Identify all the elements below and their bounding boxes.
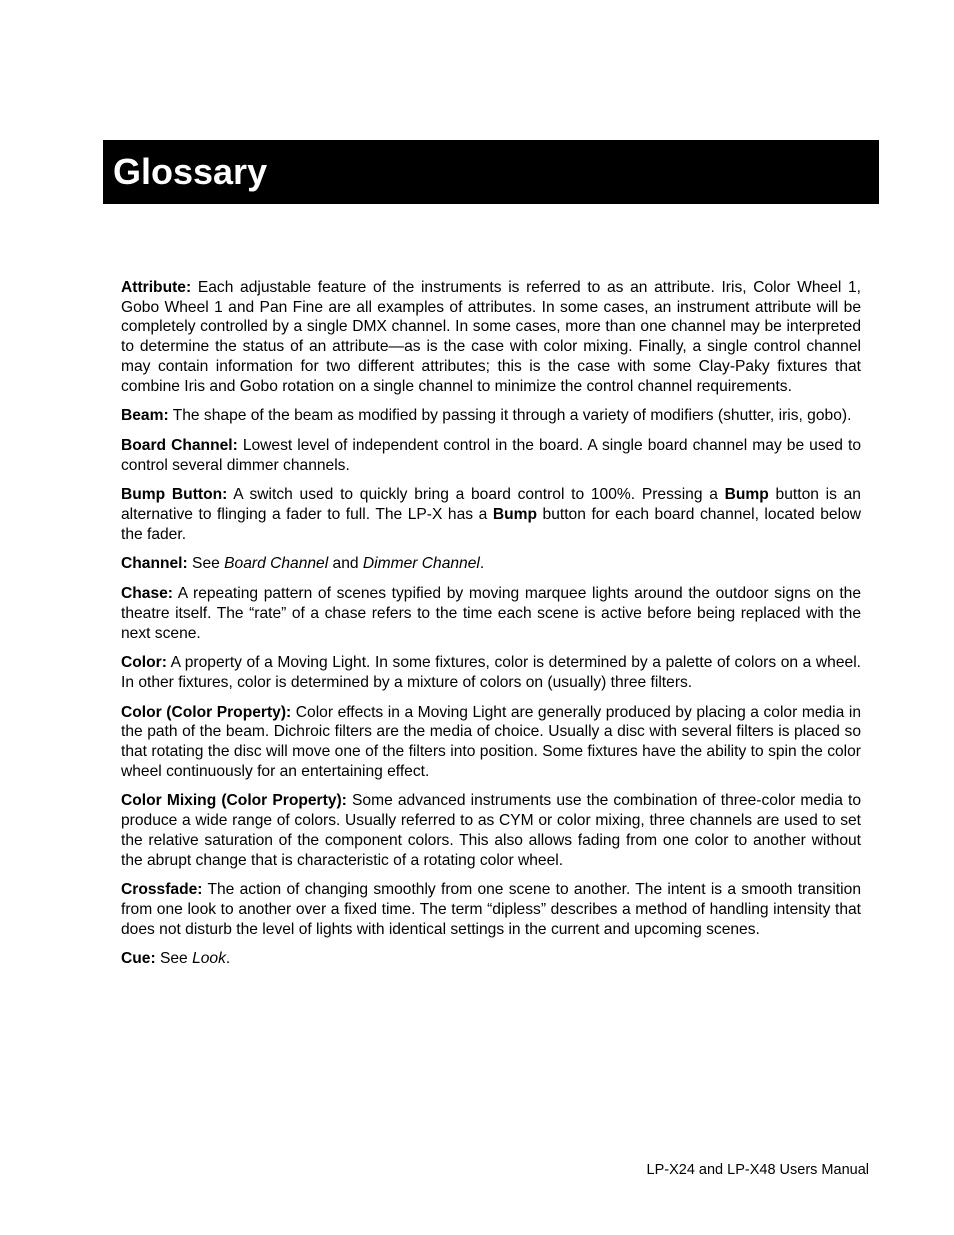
definition-text: Each adjustable feature of the instruments is referred to as an attribute. Iris, Color Wheel 1, Gobo Wheel 1 and Pan Fine are all examples of attributes. In some cases, an instrument attribute will be completely controlled by a single DMX channel. In some cases, more than one channel may be interpreted to determine the status of an attribute—as is the case with color mixing. Finally, a single control channel may contain information for two different attributes; this is the case with some Clay-Paky fixtures that combine Iris and Gobo rotation on a single channel to minimize the control channel requirements.: [121, 279, 861, 395]
italic-reference: Dimmer Channel: [362, 555, 480, 573]
italic-reference: Look: [192, 950, 226, 968]
glossary-term: Attribute:: [121, 279, 192, 296]
glossary-entry: [121, 436, 861, 475]
definition-text: .: [479, 555, 485, 573]
glossary-entry: [121, 406, 861, 426]
title-banner: [103, 140, 879, 204]
definition-text: See: [187, 555, 225, 573]
definition-text: A switch used to quickly bring a board control to 100%. Pressing a: [227, 486, 725, 504]
glossary-entry: [121, 949, 861, 969]
glossary-term: Beam:: [121, 407, 169, 425]
glossary-entry: [121, 584, 861, 643]
definition-text: The action of changing smoothly from one scene to another. The intent is a smooth transition from one look to another over a fixed time. The term “dipless” describes a method of handling intensity that does not disturb the level of lights with identical settings in the current and upcoming scenes.: [121, 881, 861, 938]
glossary-term: Color:: [121, 654, 167, 672]
definition-text: Some advanced instruments use the combination of three-color media to produce a wide range of colors. Usually referred to as CYM or color mixing, three channels are used to set the relative saturation of the component colors. This also allows fading from one color to another without the abrupt change that is characteristic of a rotating color wheel.: [121, 792, 862, 869]
glossary-entry: [121, 485, 861, 544]
glossary-entry: [121, 278, 861, 396]
bold-text: Bump: [724, 486, 769, 504]
definition-text: A property of a Moving Light. In some fixtures, color is determined by a palette of colors on a wheel. In other fixtures, color is determined by a mixture of colors on (usually) three filters.: [121, 654, 861, 691]
glossary-entry: [121, 703, 861, 782]
bold-text: Bump: [492, 506, 538, 524]
glossary-term: Board Channel:: [121, 436, 238, 454]
definition-text: and: [328, 555, 363, 573]
glossary-entry: [121, 554, 861, 574]
glossary-term: Color Mixing (Color Property):: [121, 792, 347, 810]
definition-text: See: [155, 950, 193, 968]
italic-reference: Board Channel: [224, 555, 329, 573]
glossary-term: Chase:: [121, 585, 173, 603]
page-title: Glossary: [113, 151, 268, 192]
footer-manual-title: LP-X24 and LP-X48 Users Manual: [646, 1162, 869, 1178]
definition-text: button is an alternative to flinging a fader to full. The LP-X has a: [121, 486, 861, 524]
definition-text: .: [225, 950, 231, 968]
glossary-entry: [121, 791, 861, 870]
definition-text: The shape of the beam as modified by passing it through a variety of modifiers (shutter, iris, gobo).: [168, 407, 852, 425]
definition-text: Lowest level of independent control in the board. A single board channel may be used to control several dimmer channels.: [121, 436, 861, 474]
glossary-entry: [121, 880, 861, 939]
glossary-term: Crossfade:: [121, 881, 203, 899]
glossary-term: Bump Button:: [121, 486, 228, 504]
glossary-term: Channel:: [121, 555, 188, 573]
glossary-list: [121, 278, 861, 979]
definition-text: button for each board channel, located below the fader.: [121, 506, 861, 543]
glossary-term: Cue:: [121, 950, 156, 968]
glossary-term: Color (Color Property):: [121, 703, 292, 721]
definition-text: A repeating pattern of scenes typified by moving marquee lights around the outdoor signs on the theatre itself. The “rate” of a chase refers to the time each scene is active before being replaced with the next scene.: [121, 585, 861, 642]
definition-text: Color effects in a Moving Light are generally produced by placing a color media in the path of the beam. Dichroic filters are the media of choice. Usually a disc with several filters is placed so that rotating the disc will move one of the filters into position. Some fixtures have the ability to spin the color wheel continuously for an entertaining effect.: [121, 703, 861, 780]
glossary-entry: [121, 653, 861, 692]
